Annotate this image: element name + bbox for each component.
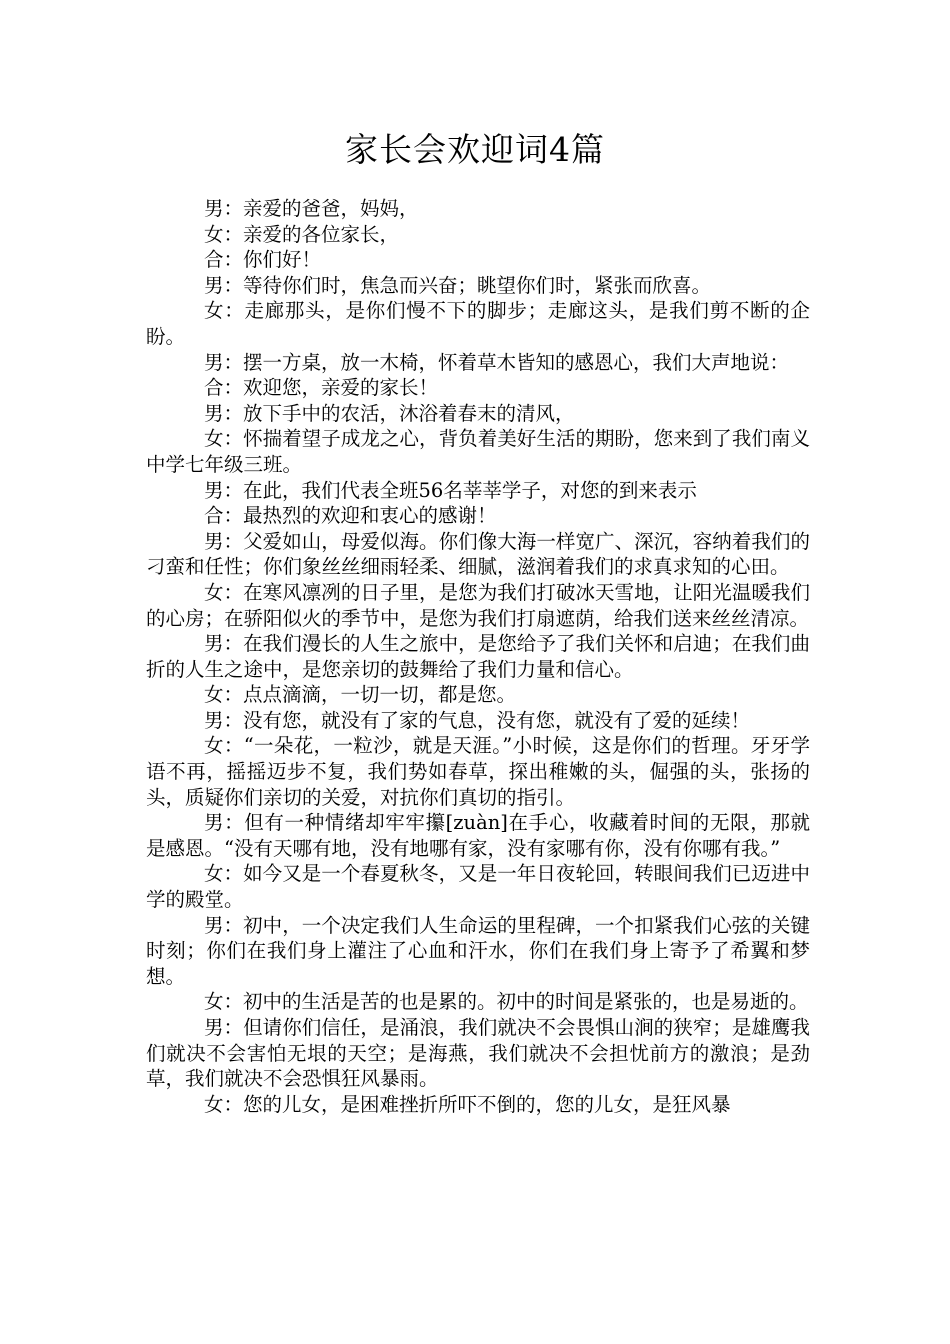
document-body [146,196,810,1117]
paragraph: 女：如今又是一个春夏秋冬，又是一年日夜轮回，转眼间我们已迈进中学的殿堂。 [146,862,810,912]
paragraph: 男：在此，我们代表全班56名莘莘学子，对您的到来表示 [204,478,697,502]
paragraph: 女：亲爱的各位家长， [204,222,400,246]
document-title: 家长会欢迎词4篇 [345,130,605,169]
paragraph: 男：摆一方桌，放一木椅，怀着草木皆知的感恩心，我们大声地说： [204,350,790,374]
paragraph: 女：点点滴滴，一切一切，都是您。 [204,683,517,707]
paragraph: 男：初中，一个决定我们人生命运的里程碑，一个扣紧我们心弦的关键时刻；你们在我们身上灌注了心血和汗水，你们在我们身上寄予了希翼和梦想。 [146,913,810,988]
paragraph: 女：在寒风凛冽的日子里，是您为我们打破冰天雪地，让阳光温暖我们的心房；在骄阳似火的季节中，是您为我们打扇遮荫，给我们送来丝丝清凉。 [146,580,810,630]
paragraph: 男：等待你们时，焦急而兴奋；眺望你们时，紧张而欣喜。 [204,273,712,297]
paragraph: 女：您的儿女，是困难挫折所吓不倒的，您的儿女，是狂风暴 [204,1092,731,1116]
paragraph: 合：你们好！ [204,248,322,272]
paragraph: 男：但请你们信任，是涌浪，我们就决不会畏惧山涧的狭窄；是雄鹰我们就决不会害怕无垠的天空；是海燕，我们就决不会担忧前方的激浪；是劲草，我们就决不会恐惧狂风暴雨。 [146,1016,810,1091]
paragraph: 男：但有一种情绪却牢牢攥[zuàn]在手心，收藏着时间的无限，那就是感恩。“没有天哪有地，没有地哪有家，没有家哪有你，没有你哪有我。” [146,811,810,860]
paragraph: 男：亲爱的爸爸，妈妈， [204,197,419,220]
paragraph: 女：怀揣着望子成龙之心，背负着美好生活的期盼，您来到了我们南义中学七年级三班。 [146,427,810,476]
paragraph: 女：走廊那头，是你们慢不下的脚步；走廊这头，是我们剪不断的企盼。 [146,299,810,348]
paragraph: 男：在我们漫长的人生之旅中，是您给予了我们关怀和启迪；在我们曲折的人生之途中，是您亲切的鼓舞给了我们力量和信心。 [146,632,810,681]
paragraph: 女：“一朵花，一粒沙，就是天涯。”小时候，这是你们的哲理。牙牙学语不再，摇摇迈步不复，我们势如春草，探出稚嫩的头，倔强的头，张扬的头，质疑你们亲切的关爱，对抗你们真切的指引。 [146,734,810,809]
paragraph: 合：最热烈的欢迎和衷心的感谢！ [204,504,497,528]
paragraph: 女：初中的生活是苦的也是累的。初中的时间是紧张的，也是易逝的。 [204,990,809,1014]
paragraph: 男：放下手中的农活，沐浴着春末的清风， [204,401,575,425]
paragraph: 男：没有您，就没有了家的气息，没有您，就没有了爱的延续！ [204,708,751,732]
paragraph: 合：欢迎您，亲爱的家长！ [204,376,439,400]
paragraph: 男：父爱如山，母爱似海。你们像大海一样宽广、深沉，容纳着我们的刁蛮和任性；你们象丝丝细雨轻柔、细腻，滋润着我们的求真求知的心田。 [146,529,810,579]
